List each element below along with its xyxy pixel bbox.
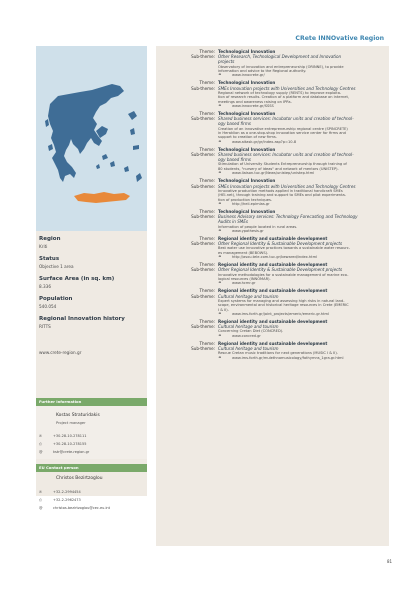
- project-url[interactable]: www.ims.forth.gr/joint_projects/emeric/emeric.gr.html: [232, 312, 329, 316]
- theme-label: Theme:: [199, 146, 215, 152]
- project-link-row: [218, 255, 389, 260]
- theme-label: Theme:: [199, 111, 215, 117]
- theme-label: Theme:: [199, 235, 215, 241]
- page-number: 81: [387, 559, 393, 564]
- project-description: Regional network of technology supply (RENTS) to improve exploita-: [218, 90, 342, 95]
- corfu-island: [45, 119, 49, 127]
- stat-label: Regional Innovation history: [39, 316, 125, 322]
- eu-contact-name: Christos Bezirtzoglou: [56, 476, 103, 481]
- theme-value: Technological Innovation: [218, 49, 276, 54]
- subtheme-row: [156, 121, 389, 126]
- project-link-row: [218, 104, 389, 109]
- subtheme-row: [156, 219, 389, 224]
- globe-icon: ⚭: [218, 255, 222, 261]
- project-url[interactable]: www.ypothesis.gr: [232, 228, 264, 233]
- project-description: meetings and awareness raising on IPRs.: [218, 99, 292, 104]
- greece-map: [36, 46, 147, 231]
- theme-label: Theme:: [199, 80, 215, 86]
- project-entry: [156, 262, 389, 286]
- project-entry: [156, 111, 389, 145]
- project-link-row: [218, 281, 389, 286]
- stat-value: 540.054: [39, 303, 57, 309]
- subtheme-value: SMEs Innovation projects with Universities and Technology Centres: [218, 183, 356, 189]
- phone-icon: ✆: [39, 490, 42, 494]
- dodecanese: [124, 166, 129, 172]
- theme-value: Technological Innovation: [218, 111, 276, 117]
- rhodes-island: [136, 173, 142, 182]
- project-description: in Heraklion as a one-stop-shop innovation service center for firms and: [218, 131, 346, 136]
- theme-label: Theme:: [199, 178, 215, 184]
- theme-label: Theme:: [199, 208, 215, 214]
- project-description: Rescue Cretan music traditions for next generations (MUSIC I & II).: [218, 351, 338, 356]
- project-url[interactable]: www.concred.gr: [232, 333, 261, 338]
- stat-status: [39, 256, 74, 269]
- project-url[interactable]: http://heii.epimlas.gr: [232, 201, 270, 206]
- theme-label: Theme:: [199, 340, 215, 346]
- project-entries: [156, 49, 389, 363]
- contact-phone: [39, 434, 86, 438]
- subtheme-value: ogy based firms: [218, 121, 251, 127]
- fax-number: +32-2-2962473: [53, 498, 81, 502]
- project-description: Observatory of innovation and entrepreneurship (ORINNE), to provide: [218, 64, 344, 69]
- subtheme-value: ogy based firms: [218, 157, 251, 163]
- email-link[interactable]: christos.bezirtzoglou@cec.eu.int: [53, 506, 111, 510]
- subtheme-value: Other Regional Identity & Sustainable Development projects: [218, 241, 343, 247]
- theme-value: Technological Innovation: [218, 178, 276, 184]
- stat-region: [39, 236, 60, 249]
- subtheme-label-spacer: [156, 157, 218, 162]
- project-url[interactable]: www.innocrete.gr/: [232, 73, 265, 78]
- theme-value: Regional identity and sustainable development: [218, 235, 328, 241]
- subtheme-label: Sub-theme:: [191, 241, 215, 247]
- project-entry: [156, 49, 389, 78]
- subtheme-value: Business Advisory services: Technology Forecasting and Technology: [218, 214, 358, 220]
- project-link-row: [218, 356, 389, 361]
- stat-innovation-history: [39, 316, 125, 329]
- globe-icon: ⚭: [218, 312, 222, 317]
- project-description: 80 students, "nursery of ideas" and network of mentors (UNISTEP).: [218, 166, 339, 171]
- project-url[interactable]: www.hcmr.gr: [232, 281, 256, 286]
- project-link-row: [218, 171, 389, 176]
- stat-label: Region: [39, 236, 61, 242]
- subtheme-label: Sub-theme:: [191, 152, 215, 158]
- email-icon: @: [39, 450, 43, 454]
- project-description: Creation of an innovative entrepreneurship regional centre (SPINCRETE): [218, 126, 348, 131]
- theme-value: Regional identity and sustainable development: [218, 288, 328, 294]
- project-entry: [156, 319, 389, 339]
- subtheme-label-spacer: [156, 121, 218, 126]
- subtheme-label-spacer: [156, 59, 218, 64]
- phone-number: +32-2-2994454: [53, 490, 81, 494]
- subtheme-value: Other Research, Technological Development and Innovation: [218, 54, 342, 60]
- cyclades-3: [96, 164, 100, 169]
- project-description: scape, environmental and historical heritage resources in Crete (EMERIC: [218, 303, 349, 308]
- project-url[interactable]: http://asxu.tele.com.tuc.gr/bewared/index.html: [232, 255, 318, 260]
- contact-email: [39, 450, 89, 454]
- project-url[interactable]: www.liaison.tuc.gr/News/unistep/unistep.html: [232, 171, 315, 176]
- globe-icon: ⚭: [218, 73, 222, 79]
- globe-icon: ⚭: [218, 228, 222, 234]
- project-description: tion of production techniques.: [218, 197, 273, 202]
- stat-surface-area: [39, 276, 114, 289]
- theme-value: Technological Innovation: [218, 208, 276, 214]
- globe-icon: ⚭: [218, 355, 222, 361]
- subtheme-label: Sub-theme:: [191, 267, 215, 273]
- project-entry: [156, 288, 389, 317]
- globe-icon: ⚭: [218, 281, 222, 287]
- subtheme-value: Shared business services: Incubator units and creation of technol-: [218, 152, 354, 158]
- project-description: es management (BEBOWS).: [218, 250, 269, 255]
- project-description: logical resources (INNOMAR).: [218, 276, 271, 281]
- project-url[interactable]: www.aitask.gr/gr/index.asp?p=10-8: [232, 139, 297, 144]
- subtheme-label: Sub-theme:: [191, 346, 215, 352]
- project-description: support to creation of new firms.: [218, 135, 277, 140]
- project-description: Information of people located in rural areas.: [218, 224, 298, 229]
- crete-island: [74, 192, 130, 203]
- stat-population: [39, 296, 72, 309]
- project-description: Best water use innovative practices towards a sustainable water resourc-: [218, 246, 351, 251]
- contact-name: Kostas Straturidakis: [56, 413, 100, 418]
- subtheme-label: Sub-theme:: [191, 324, 215, 330]
- subtheme-label: Sub-theme:: [191, 116, 215, 122]
- subtheme-row: [156, 267, 389, 272]
- project-url[interactable]: www.innocrete.gr/SSSS: [232, 104, 274, 109]
- eu-contact-header: EU Contact person: [36, 464, 147, 472]
- theme-label: Theme:: [199, 319, 215, 324]
- subtheme-label: Sub-theme:: [191, 183, 215, 189]
- subtheme-label: Sub-theme:: [191, 214, 215, 220]
- project-entry: [156, 178, 389, 207]
- subtheme-value: Cultural heritage and tourism: [218, 346, 279, 352]
- project-list-panel: [156, 46, 389, 546]
- subtheme-row: [156, 184, 389, 189]
- subtheme-value: SMEs Innovation projects with Universities and Technology Centres: [218, 85, 356, 91]
- project-entry: [156, 80, 389, 109]
- subtheme-value: projects: [218, 59, 235, 65]
- stat-value: 8.336: [39, 283, 51, 289]
- project-description: Innovative production methods applied in traditional handicraft SMEs: [218, 188, 343, 193]
- region-website-link[interactable]: www.crete-region.gr: [39, 350, 82, 355]
- project-entry: [156, 341, 389, 361]
- stat-label: Surface Area (in sq. km): [39, 276, 115, 282]
- theme-label: Theme:: [199, 288, 215, 294]
- project-description: Stimulation of University Students Entrepreneurship through training of: [218, 162, 347, 167]
- lesvos-island: [128, 111, 137, 120]
- mainland-greece: [48, 84, 124, 182]
- further-info-header: Further information: [36, 398, 147, 406]
- project-description: Concerning Cretan Diet (CONCRED).: [218, 329, 284, 334]
- subtheme-value: Cultural heritage and tourism: [218, 324, 279, 330]
- fax-icon: ⎙: [39, 498, 42, 502]
- subtheme-value: Other Regional Identity & Sustainable Development projects: [218, 267, 343, 273]
- phone-icon: ✆: [39, 434, 42, 438]
- stat-label: Population: [39, 296, 73, 302]
- project-link-row: [218, 312, 389, 317]
- theme-value: Regional identity and sustainable development: [218, 262, 328, 268]
- project-description: tion of research results. Creation of a platform and database on internet,: [218, 95, 350, 100]
- kefalonia-island: [48, 144, 53, 151]
- globe-icon: ⚭: [218, 333, 222, 339]
- subtheme-value: Cultural heritage and tourism: [218, 293, 279, 299]
- project-link-row: [218, 73, 389, 78]
- theme-value: Technological Innovation: [218, 146, 276, 152]
- cyclades-2: [110, 161, 115, 167]
- project-description: Innovative methodologies for a sustainable management of marine eco-: [218, 272, 349, 277]
- theme-label: Theme:: [199, 49, 215, 54]
- project-link-row: [218, 334, 389, 339]
- globe-icon: ⚭: [218, 201, 222, 207]
- page-header-title: CRete INNOvative Region: [295, 35, 384, 42]
- theme-label: Theme:: [199, 262, 215, 268]
- email-link[interactable]: kstr@crete-region.gr: [53, 450, 90, 454]
- fax-number: +30-28-10-278155: [53, 442, 87, 446]
- project-description: information and advice to the Regional authority.: [218, 69, 307, 74]
- fax-icon: ⎙: [39, 442, 42, 446]
- theme-value: Regional identity and sustainable development: [218, 340, 328, 346]
- stat-value: Kriti: [39, 243, 48, 249]
- stat-label: Status: [39, 256, 60, 262]
- globe-icon: ⚭: [218, 171, 222, 177]
- chios-island: [130, 128, 135, 135]
- cyclades-1: [102, 154, 108, 160]
- stat-value: RITTS: [39, 323, 51, 329]
- project-link-row: [218, 229, 389, 234]
- project-link-row: [218, 140, 389, 145]
- subtheme-label: Sub-theme:: [191, 85, 215, 91]
- subtheme-row: [156, 59, 389, 64]
- subtheme-label: Sub-theme:: [191, 54, 215, 60]
- subtheme-label-spacer: [156, 219, 218, 224]
- eu-contact-phone: [39, 490, 81, 494]
- greece-map-graphic: [36, 46, 147, 231]
- email-icon: @: [39, 506, 43, 510]
- project-entry: [156, 209, 389, 234]
- theme-value: Regional identity and sustainable development: [218, 319, 328, 324]
- stat-value: Objective 1 area: [39, 263, 74, 269]
- subtheme-value: Shared business services: Incubator units and creation of technol-: [218, 116, 354, 122]
- project-entry: [156, 236, 389, 260]
- project-entry: [156, 147, 389, 176]
- project-link-row: [218, 202, 389, 207]
- contact-fax: [39, 442, 86, 446]
- eu-contact-fax: [39, 498, 81, 502]
- sidebar: [36, 46, 147, 546]
- subtheme-value: Audits in SMEs: [218, 219, 249, 225]
- contact-role: Project manager: [56, 421, 86, 425]
- subtheme-label: Sub-theme:: [191, 293, 215, 299]
- phone-number: +30-28-10-278111: [53, 434, 87, 438]
- project-url[interactable]: www.ims.forth.gr/mulethnomusicology/fothymns_1gra.gr.html: [232, 355, 344, 360]
- eu-contact-email: [39, 506, 110, 510]
- project-description: (HEI-net), through training and support to SMEs and pilot experimenta-: [218, 193, 346, 198]
- project-description: Expert systems for managing and assessing high risks in natural land-: [218, 298, 345, 303]
- samos-island: [133, 145, 139, 150]
- theme-value: Technological Innovation: [218, 80, 276, 86]
- globe-icon: ⚭: [218, 139, 222, 145]
- globe-icon: ⚭: [218, 104, 222, 110]
- project-description: I & II).: [218, 307, 229, 312]
